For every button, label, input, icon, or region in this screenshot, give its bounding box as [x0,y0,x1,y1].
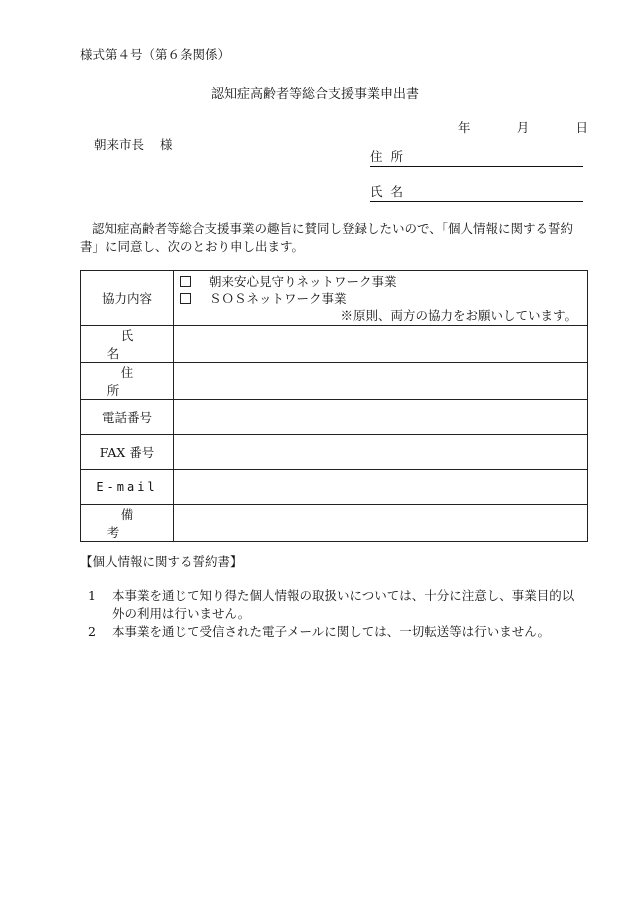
coop-note: ※原則、両方の協力をお願いしています。 [340,307,577,323]
pledge-item [88,587,586,623]
coop-option-1[interactable] [174,273,587,290]
pledge-item-number: 1 [88,588,96,603]
pledge-item [88,623,586,641]
cooperation-label: 協力内容 [81,271,174,326]
checkbox-icon[interactable] [180,276,191,287]
pledge-item-text: 本事業を通じて受信された電子メールに関しては、一切転送等は行いません。 [112,624,551,639]
coop-option-2[interactable] [174,290,587,307]
pledge-item-number: 2 [88,624,96,639]
applicant-name-label: 氏名 [370,184,412,199]
date-row [458,118,588,136]
name-field[interactable] [174,326,588,363]
coop-option-2-label: ＳＯＳネットワーク事業 [209,290,347,306]
addressee [94,135,173,153]
date-month-label: 月 [516,120,530,135]
phone-label: 電話番号 [81,400,174,435]
phone-field[interactable] [174,400,588,435]
pledge-heading: 【個人情報に関する誓約書】 [80,554,243,569]
date-year-label: 年 [458,120,471,135]
fax-field[interactable] [174,435,588,470]
table-row-name [81,326,588,363]
form-number: 様式第４号（第６条関係） [80,47,231,62]
cooperation-options [174,271,588,326]
document-title: 認知症高齢者等総合支援事業申出書 [210,87,419,102]
applicant-name-field[interactable] [370,183,583,202]
table-row-cooperation [81,271,588,326]
checkbox-icon[interactable] [180,293,191,304]
applicant-address-field[interactable] [370,148,583,167]
table-row-email [81,470,588,505]
email-field[interactable] [174,470,588,505]
coop-option-1-label: 朝来安心見守りネットワーク事業 [209,273,397,289]
application-table [80,270,588,542]
intro-paragraph: 認知症高齢者等総合支援事業の趣旨に賛同し登録したいので、「個人情報に関する誓約書」に同意し、次のとおり申し出ます。 [80,221,574,254]
name-label: 氏名 [81,326,174,363]
remarks-field[interactable] [174,505,588,542]
applicant-address-label: 住所 [370,149,412,164]
table-row-phone [81,400,588,435]
addressee-name: 朝来市長 [94,137,145,152]
date-day-label: 日 [575,120,588,135]
remarks-label: 備考 [81,505,174,542]
table-row-remarks [81,505,588,542]
table-row-address [81,363,588,400]
table-row-fax [81,435,588,470]
address-field[interactable] [174,363,588,400]
email-label: E-mail [81,470,174,505]
pledge-item-text: 本事業を通じて知り得た個人情報の取扱いについては、十分に注意し、事業目的以外の利用は行いません。 [112,588,575,621]
address-label: 住所 [81,363,174,400]
addressee-honorific: 様 [160,137,173,152]
fax-label: FAX 番号 [81,435,174,470]
